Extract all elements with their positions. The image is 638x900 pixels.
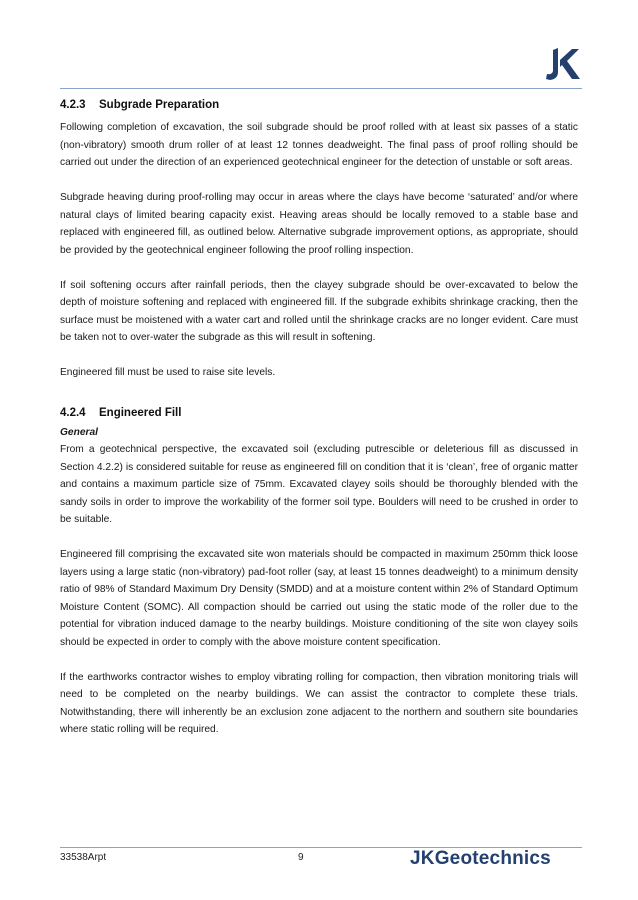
section-title: Subgrade Preparation [99,99,220,111]
paragraph: If soil softening occurs after rainfall periods, then the clayey subgrade should be over-excavated to below the depth of moisture softening and replaced with engineered fill. If the subgrade exhibits shrinkage cracking, then the surface must be moistened with a water cart and rolled until the shrinkage cracks are no longer evident. Care must be taken not to over-water the subgrade as this will result in softening. [60,279,578,343]
header-divider [60,88,582,89]
report-reference: 33538Arpt [60,852,107,863]
section-heading [60,99,578,111]
brand-wordmark [410,848,551,870]
section-title: Engineered Fill [99,406,182,419]
paragraph: Engineered fill must be used to raise site levels. [60,367,276,378]
section-number: 4.2.3 [60,99,86,111]
paragraph: Following completion of excavation, the soil subgrade should be proof rolled with at least six passes of a static (non-vibratory) smooth drum roller of at least 12 tonnes deadweight. The final pass of proof rolling should be carried out under the direction of an experienced geotechnical engineer for the detection of unstable or soft areas. [60,122,578,168]
paragraph: Engineered fill comprising the excavated site won materials should be compacted in maximum 250mm thick loose layers using a large static (non-vibratory) pad-foot roller (say, at least 15 tonnes deadweight) to a minimum density ratio of 98% of Standard Maximum Dry Density (SMDD) and at a moisture content within 2% of Standard Optimum Moisture Content (SOMC). All compaction should be carried out using the static mode of the roller due to the potential for vibration induced damage to the nearby buildings. Moisture conditioning of the site won clayey soils should be expected in order to comply with the above moisture content specification. [60,549,578,648]
page-content [60,99,578,756]
paragraph: If the earthworks contractor wishes to employ vibrating rolling for compaction, then vibration monitoring trials will need to be completed on the nearby buildings. We can assist the contractor to complete these trials. Notwithstanding, there will inherently be an exclusion zone adjacent to the northern and southern site boundaries where static rolling will be required. [60,671,578,735]
jk-logo-icon [542,46,580,82]
subheading: General [60,426,98,438]
page-number: 9 [298,852,304,863]
paragraph: From a geotechnical perspective, the excavated soil (excluding putrescible or deleterious fill as discussed in Section 4.2.2) is considered suitable for reuse as engineered fill on condition that it is ‘clean’, free of organic matter and contains a maximum particle size of 75mm. Excavated clayey soils should be thoroughly blended with the sandy soils in order to improve the workability of the former soil type. Boulders will need to be crushed in order to be suitable. [60,444,578,525]
brand-suffix: Geotechnics [434,848,551,869]
paragraph: Subgrade heaving during proof-rolling may occur in areas where the clays have become ‘saturated’ and/or where natural clays of limited bearing capacity exist. Heaving areas should be locally removed to a stable base and replaced with engineered fill, as outlined below. Alternative subgrade improvement options, as appropriate, should be provided by the geotechnical engineer following the proof rolling inspection. [60,192,578,256]
section-number: 4.2.4 [60,406,86,419]
brand-prefix: JK [410,848,435,869]
section-heading [60,407,578,419]
